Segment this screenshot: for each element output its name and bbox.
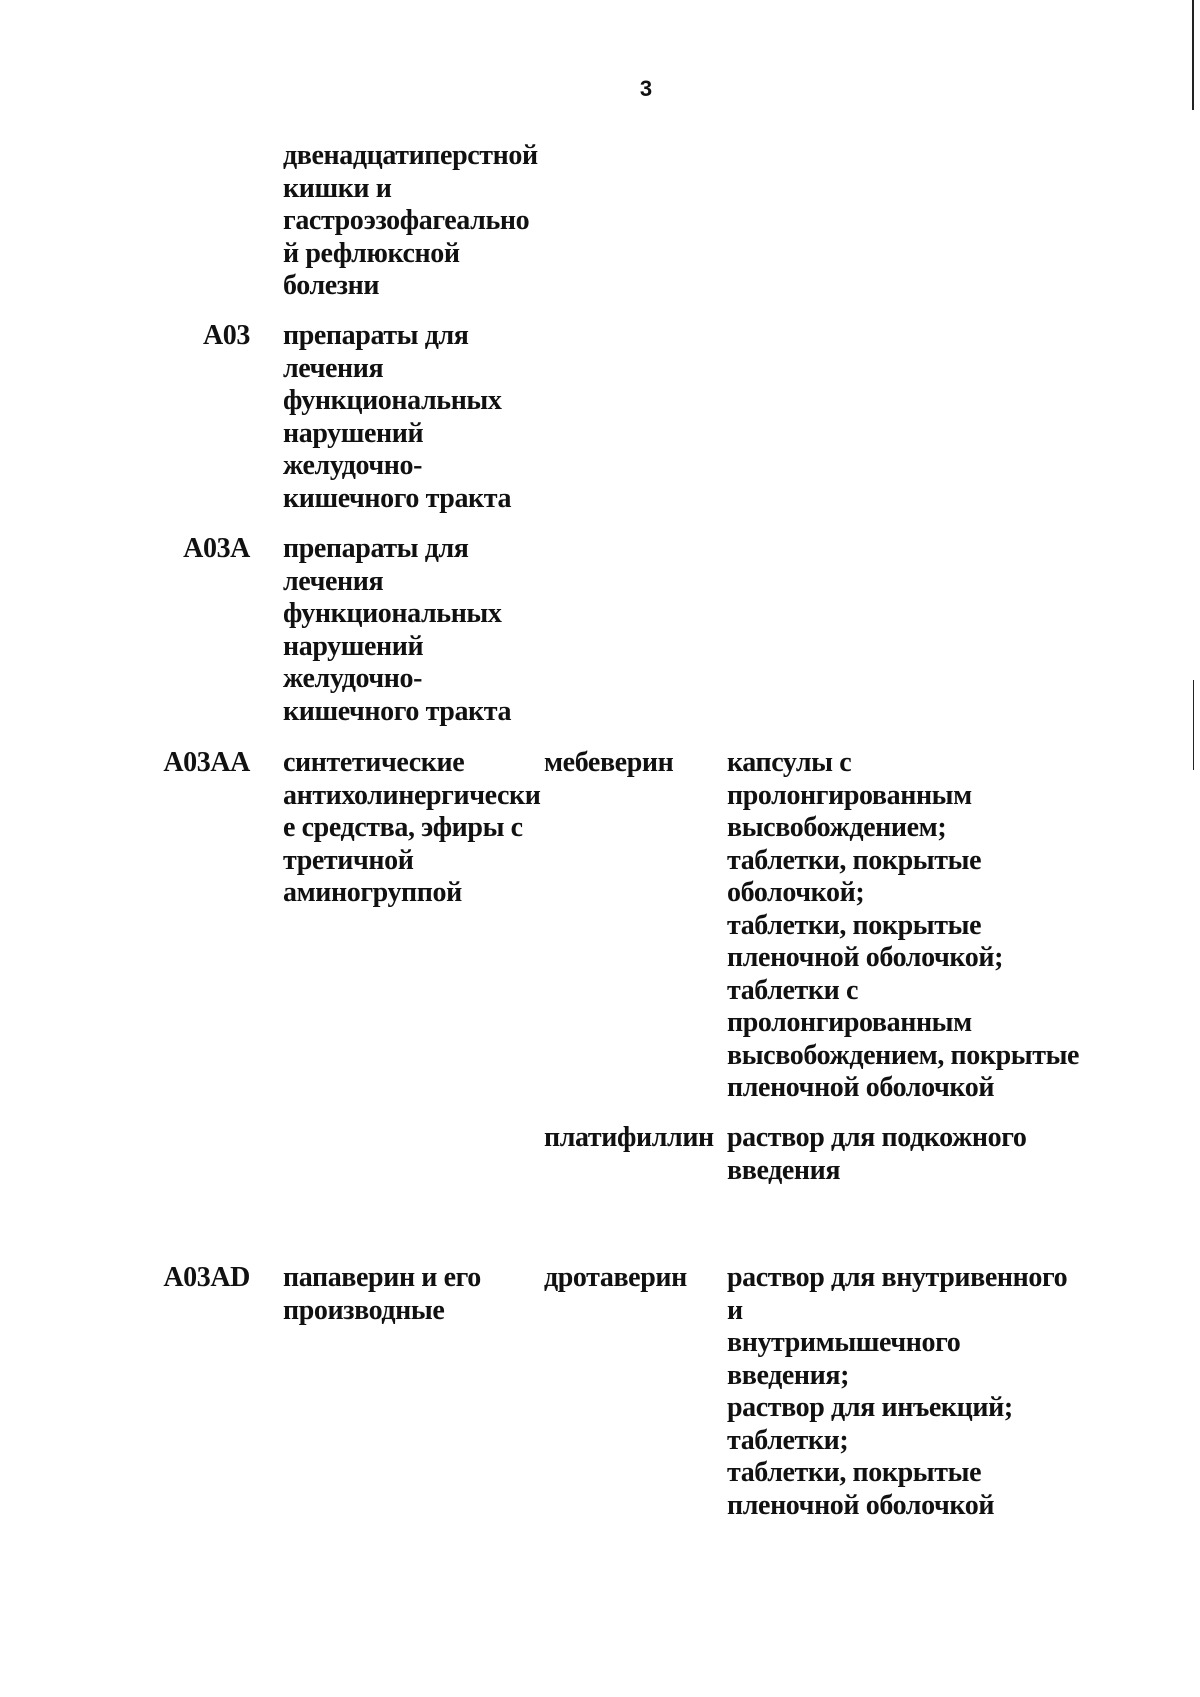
dosage-form: раствор для подкожного введения — [727, 1122, 1027, 1186]
atc-code: A03AD — [163, 1262, 250, 1293]
atc-description: двенадцатиперстной кишки и гастроэзофагеально й рефлюксной болезни — [283, 140, 538, 301]
page-number: 3 — [639, 76, 653, 101]
scan-edge-mark — [1192, 0, 1194, 110]
dosage-form: раствор для внутривенного и внутримышечного введения; раствор для инъекций; таблетки; таблетки, покрытые пленочной оболочкой — [727, 1262, 1068, 1521]
atc-description: препараты для лечения функциональных нарушений желудочно- кишечного тракта — [283, 320, 512, 514]
atc-description: препараты для лечения функциональных нарушений желудочно- кишечного тракта — [283, 533, 512, 727]
drug-name: платифиллин — [544, 1122, 714, 1153]
atc-description: синтетические антихолинергически е средства, эфиры с третичной аминогруппой — [283, 747, 541, 908]
atc-code: A03A — [183, 533, 250, 564]
drug-name: мебеверин — [544, 747, 674, 778]
atc-code: A03 — [202, 320, 250, 351]
drug-name: дротаверин — [544, 1262, 687, 1293]
atc-code: A03AA — [163, 747, 250, 778]
scan-edge-mark — [1193, 680, 1194, 770]
dosage-form: капсулы с пролонгированным высвобождением; таблетки, покрытые оболочкой; таблетки, покрытые пленочной оболочкой; таблетки с пролонгированным высвобождением, покрытые пленочной оболочкой — [727, 747, 1080, 1103]
atc-description: папаверин и его производные — [283, 1262, 481, 1326]
